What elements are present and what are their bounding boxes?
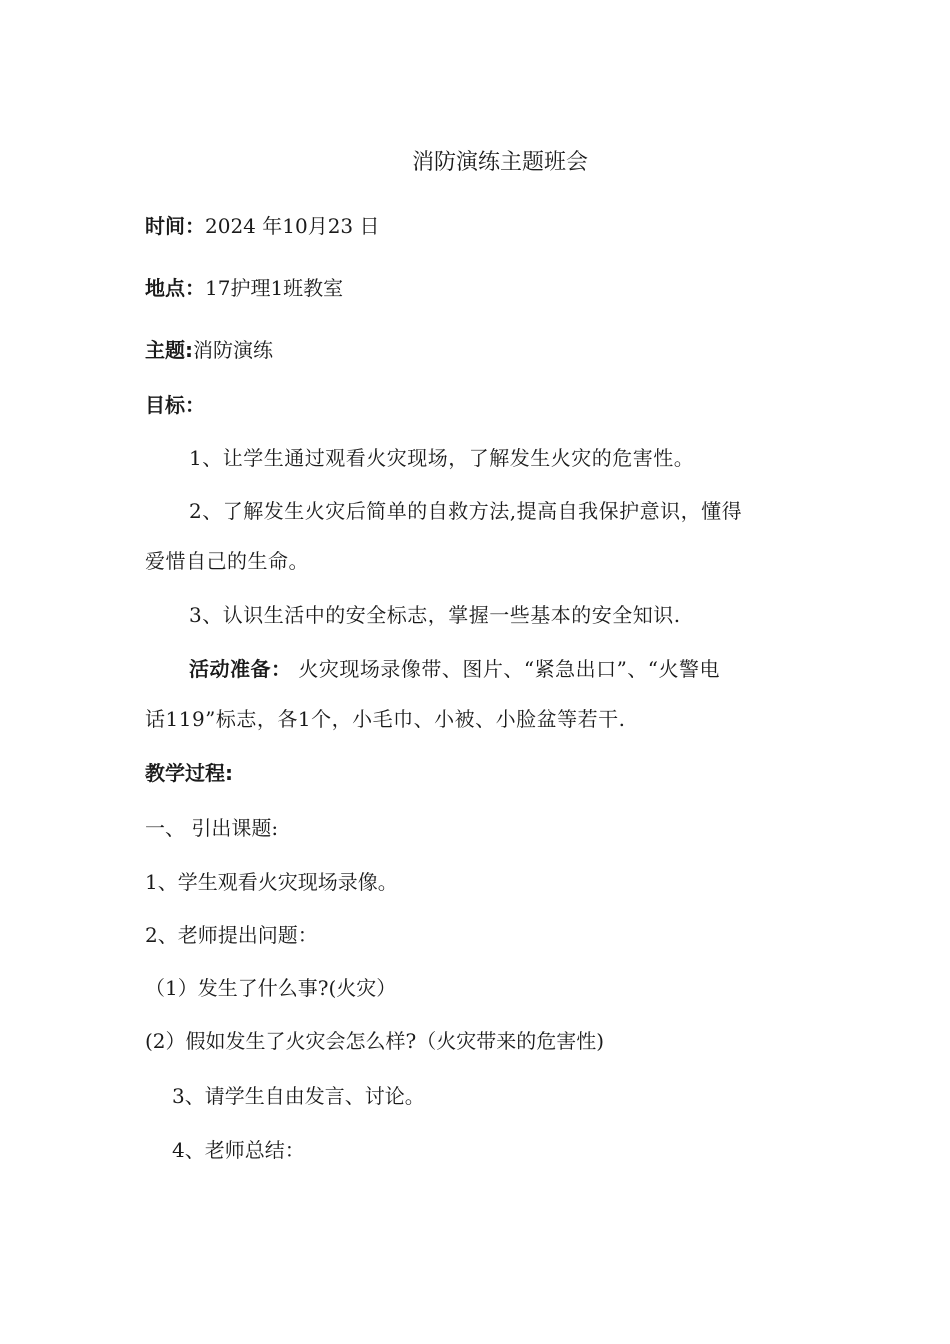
place-value: 17护理1班教室	[205, 276, 344, 300]
time-value: 2024 年10月23 日	[205, 214, 380, 238]
process-line-5: (2）假如发生了火灾会怎么样?（火灾带来的危害性)	[145, 1029, 605, 1053]
process-line-4: （1）发生了什么事?(火灾）	[145, 976, 397, 1000]
process-line-6: 3、请学生自由发言、讨论。	[172, 1084, 425, 1108]
theme-line	[145, 336, 273, 364]
goals-label: 目标：	[145, 393, 205, 417]
time-label: 时间：	[145, 214, 205, 238]
process-label: 教学过程:	[145, 761, 233, 785]
process-line-7: 4、老师总结：	[172, 1138, 305, 1162]
prep-line-continued: 话119”标志，各1个，小毛巾、小被、小脸盆等若干.	[145, 707, 626, 731]
process-line-2: 1、学生观看火灾现场录像。	[145, 870, 398, 894]
process-line-3: 2、老师提出问题：	[145, 923, 318, 947]
theme-value: 消防演练	[193, 338, 273, 362]
prep-line	[189, 655, 720, 683]
time-line	[145, 212, 380, 240]
process-line-1: 一、 引出课题:	[145, 816, 279, 840]
prep-text: 火灾现场录像带、图片、“紧急出口”、“火警电	[291, 657, 721, 681]
goal-item-2-continued: 爱惜自己的生命。	[145, 549, 309, 573]
place-line	[145, 274, 343, 302]
goal-item-3: 3、认识生活中的安全标志，掌握一些基本的安全知识.	[189, 603, 681, 627]
theme-label: 主题:	[145, 338, 193, 362]
goal-item-2: 2、了解发生火灾后简单的自救方法,提高自我保护意识，懂得	[189, 499, 743, 523]
goal-item-1: 1、让学生通过观看火灾现场，了解发生火灾的危害性。	[189, 446, 695, 470]
prep-label: 活动准备：	[189, 657, 292, 681]
document-title: 消防演练主题班会	[411, 150, 588, 175]
place-label: 地点：	[145, 276, 205, 300]
